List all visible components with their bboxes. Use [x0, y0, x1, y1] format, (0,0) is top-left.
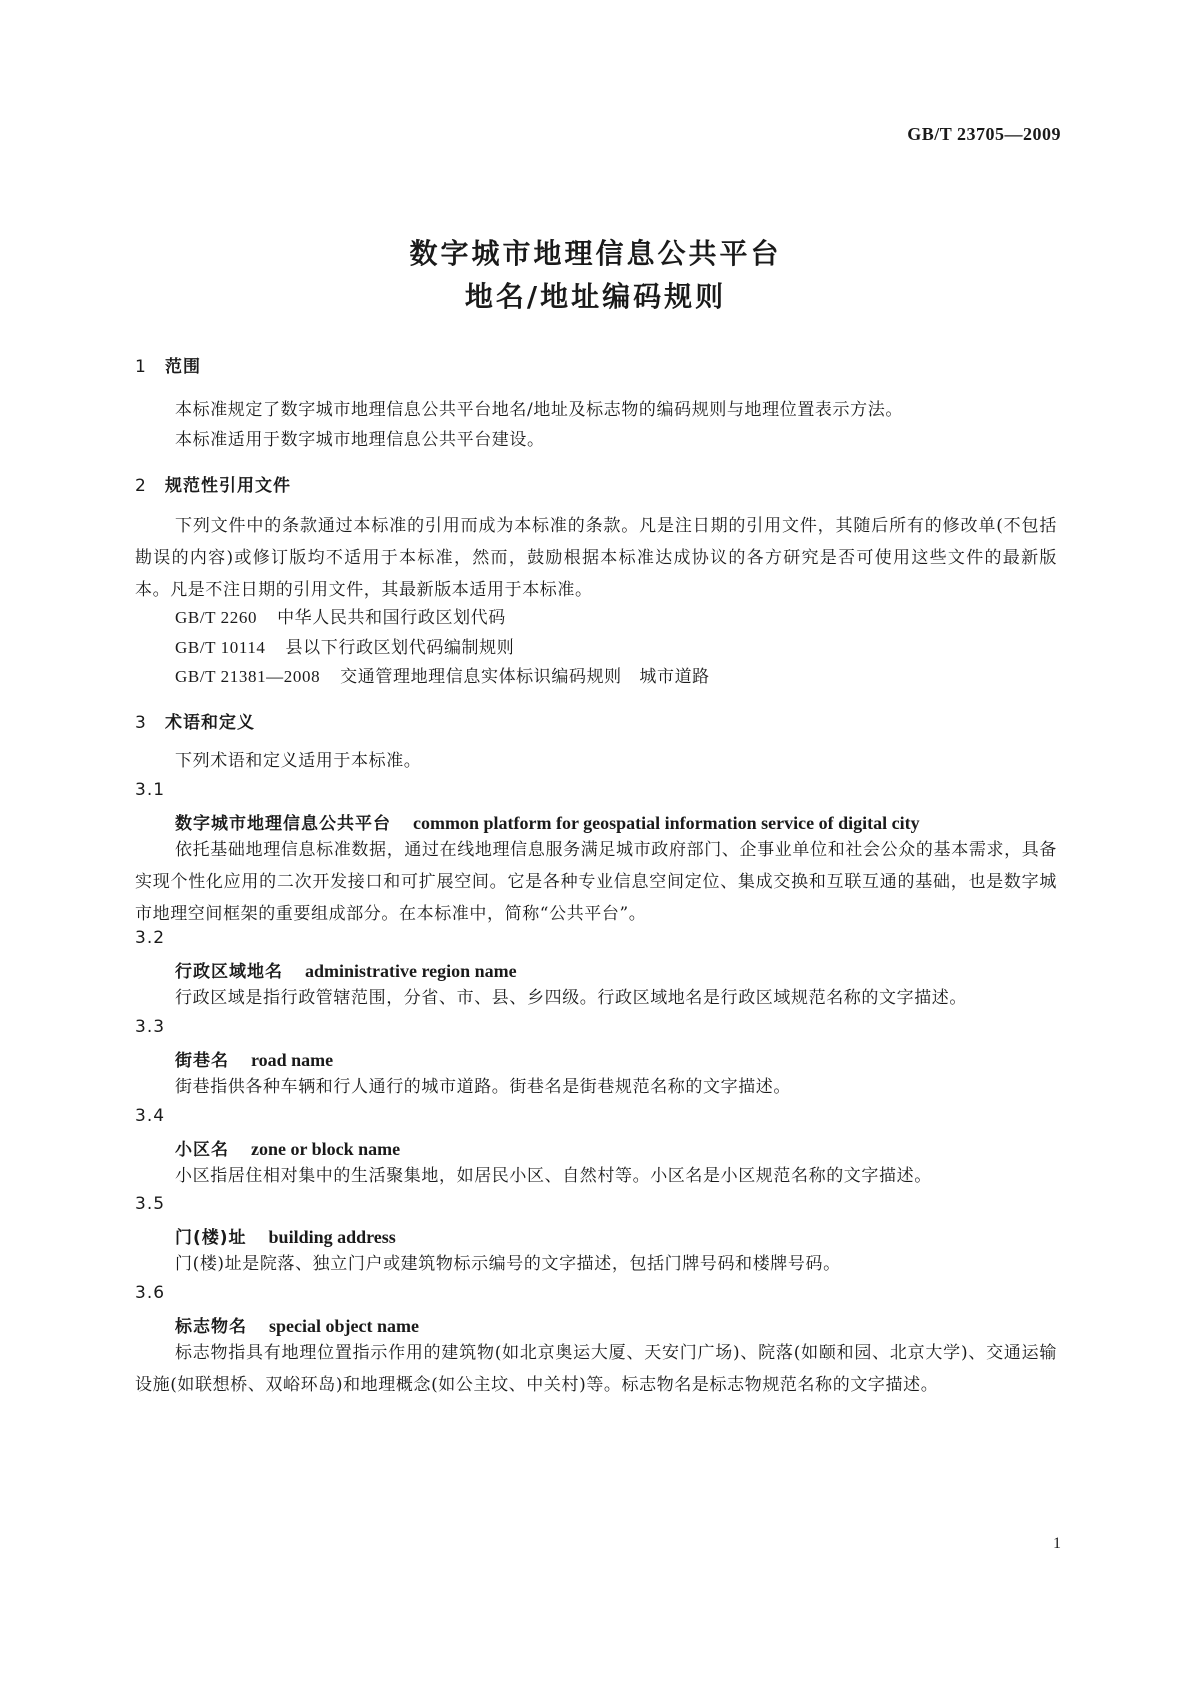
term-english: building address — [268, 1227, 396, 1247]
reference-title: 交通管理地理信息实体标识编码规则 城市道路 — [340, 667, 710, 687]
term-english: administrative region name — [305, 961, 517, 981]
document-title-line-2: 地名/地址编码规则 — [464, 280, 727, 313]
term-definition: 依托基础地理信息标准数据，通过在线地理信息服务满足城市政府部门、企事业单位和社会公众的基本需求，具备实现个性化应用的二次开发接口和可扩展空间。它是各种专业信息空间定位、集成交换和互联互通的基础，也是数字城市地理空间框架的重要组成部分。在本标准中，简称“公共平台”。 — [135, 840, 1057, 924]
reference-item — [175, 633, 514, 658]
term-heading — [175, 957, 517, 982]
term-chinese: 门(楼)址 — [175, 1228, 247, 1248]
clause-number: 3.6 — [135, 1283, 166, 1303]
reference-code: GB/T 2260 — [175, 608, 258, 627]
term-definition: 标志物指具有地理位置指示作用的建筑物(如北京奥运大厦、天安门广场)、院落(如颐和园、北京大学)、交通运输设施(如联想桥、双峪环岛)和地理概念(如公主坟、中关村)等。标志物名是标志物规范名称的文字描述。 — [135, 1343, 1057, 1395]
section-3-heading — [135, 708, 255, 733]
section-1-number: 1 — [135, 357, 147, 377]
term-chinese: 小区名 — [175, 1140, 229, 1160]
section-2-heading — [135, 471, 291, 496]
term-chinese: 标志物名 — [175, 1317, 247, 1337]
section-1-heading — [135, 352, 201, 377]
term-chinese: 数字城市地理信息公共平台 — [175, 814, 391, 834]
reference-title: 中华人民共和国行政区划代码 — [277, 608, 506, 628]
clause-number: 3.4 — [135, 1106, 166, 1126]
section-2-number: 2 — [135, 476, 147, 496]
reference-item — [175, 603, 506, 628]
term-definition: 小区指居住相对集中的生活聚集地，如居民小区、自然村等。小区名是小区规范名称的文字描述。 — [175, 1166, 932, 1186]
section-3-title: 术语和定义 — [165, 713, 255, 733]
term-heading — [175, 1312, 419, 1337]
section-1-title: 范围 — [165, 357, 201, 377]
clause-number: 3.2 — [135, 928, 166, 948]
clause-number: 3.1 — [135, 780, 166, 800]
term-english: zone or block name — [251, 1139, 401, 1159]
term-heading — [175, 1223, 396, 1248]
term-heading — [175, 1046, 333, 1071]
document-title-line-1: 数字城市地理信息公共平台 — [409, 237, 782, 270]
term-definition: 行政区域是指行政管辖范围，分省、市、县、乡四级。行政区域地名是行政区域规范名称的文字描述。 — [175, 988, 967, 1008]
reference-item — [175, 662, 710, 687]
section-3-number: 3 — [135, 713, 147, 733]
term-heading — [175, 1135, 400, 1160]
term-heading — [175, 809, 920, 834]
section-1-paragraph-1: 本标准规定了数字城市地理信息公共平台地名/地址及标志物的编码规则与地理位置表示方法。 — [175, 400, 903, 420]
section-1-paragraph-2: 本标准适用于数字城市地理信息公共平台建设。 — [175, 430, 545, 450]
reference-title: 县以下行政区划代码编制规则 — [285, 638, 515, 658]
term-chinese: 行政区域地名 — [175, 962, 283, 982]
term-english: special object name — [269, 1316, 419, 1336]
section-2-title: 规范性引用文件 — [165, 476, 291, 496]
term-english: road name — [251, 1050, 334, 1070]
page-number: 1 — [1053, 1535, 1061, 1552]
term-chinese: 街巷名 — [175, 1051, 229, 1071]
standard-code: GB/T 23705—2009 — [907, 124, 1061, 144]
reference-code: GB/T 10114 — [175, 638, 266, 657]
reference-code: GB/T 21381—2008 — [175, 667, 321, 686]
term-definition: 门(楼)址是院落、独立门户或建筑物标示编号的文字描述，包括门牌号码和楼牌号码。 — [175, 1254, 841, 1274]
section-2-intro: 下列文件中的条款通过本标准的引用而成为本标准的条款。凡是注日期的引用文件，其随后所有的修改单(不包括勘误的内容)或修订版均不适用于本标准，然而，鼓励根据本标准达成协议的各方研究是否可使用这些文件的最新版本。凡是不注日期的引用文件，其最新版本适用于本标准。 — [135, 516, 1057, 600]
term-definition: 街巷指供各种车辆和行人通行的城市道路。街巷名是街巷规范名称的文字描述。 — [175, 1077, 791, 1097]
section-3-intro: 下列术语和定义适用于本标准。 — [175, 751, 422, 771]
term-english: common platform for geospatial information service of digital city — [413, 813, 920, 833]
clause-number: 3.3 — [135, 1017, 166, 1037]
clause-number: 3.5 — [135, 1194, 166, 1214]
